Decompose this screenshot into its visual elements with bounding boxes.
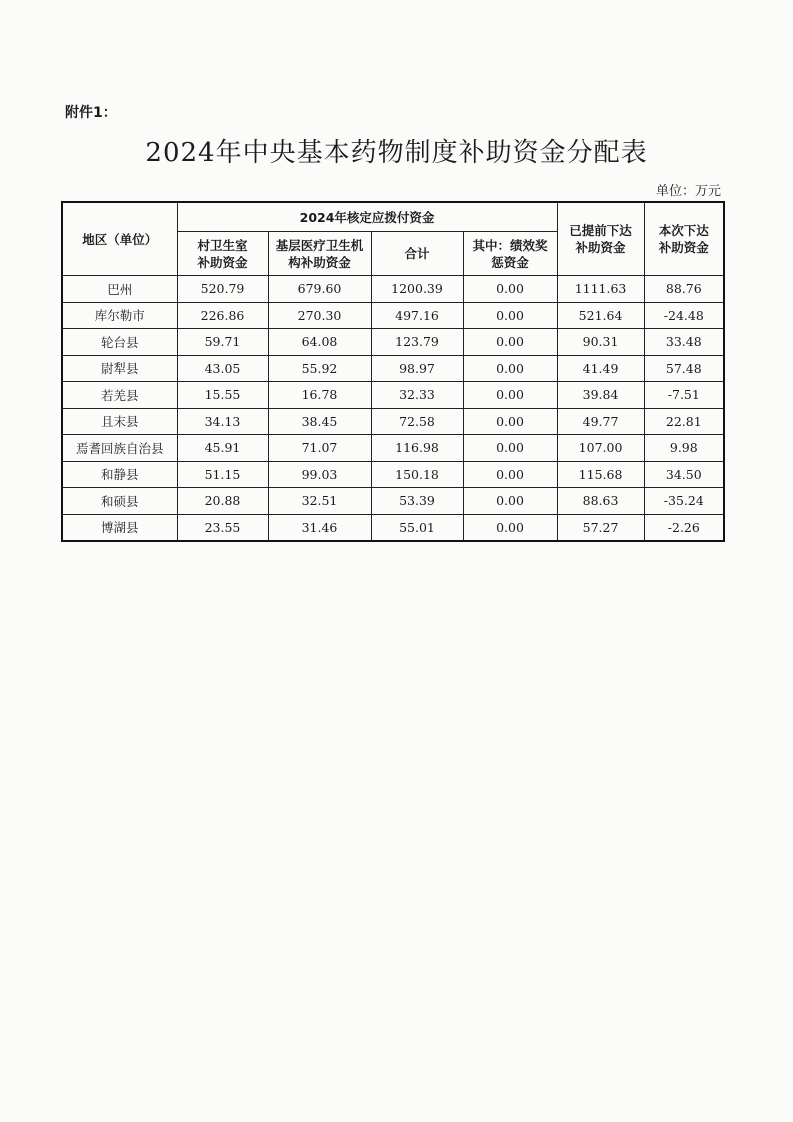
cell-region: 且末县: [62, 408, 177, 435]
cell-current: -24.48: [644, 302, 724, 329]
header-performance-text: 其中：绩效奖惩资金: [472, 237, 548, 270]
page-title: 2024年中央基本药物制度补助资金分配表: [145, 138, 648, 168]
cell-region: 焉耆回族自治县: [62, 435, 177, 462]
cell-current: -7.51: [644, 382, 724, 409]
cell-current: -35.24: [644, 488, 724, 515]
cell-region: 巴州: [62, 276, 177, 303]
header-group: 2024年核定应拨付资金: [177, 202, 557, 232]
attachment-label: 附件1：: [65, 105, 117, 121]
cell-performance: 0.00: [463, 302, 557, 329]
cell-advance: 41.49: [557, 355, 644, 382]
table-row: [62, 408, 724, 435]
cell-current: 33.48: [644, 329, 724, 356]
cell-current: 88.76: [644, 276, 724, 303]
cell-region: 和静县: [62, 461, 177, 488]
cell-total: 98.97: [371, 355, 463, 382]
cell-current: 57.48: [644, 355, 724, 382]
cell-village: 43.05: [177, 355, 268, 382]
cell-village: 34.13: [177, 408, 268, 435]
cell-total: 32.33: [371, 382, 463, 409]
table-row: [62, 276, 724, 303]
cell-performance: 0.00: [463, 435, 557, 462]
header-grassroots-text: 基层医疗卫生机构补助资金: [275, 237, 364, 270]
cell-total: 55.01: [371, 514, 463, 541]
cell-grassroots: 270.30: [268, 302, 371, 329]
table-row: [62, 382, 724, 409]
cell-total: 72.58: [371, 408, 463, 435]
header-grassroots: [268, 232, 371, 276]
cell-village: 15.55: [177, 382, 268, 409]
cell-performance: 0.00: [463, 461, 557, 488]
cell-grassroots: 32.51: [268, 488, 371, 515]
cell-advance: 49.77: [557, 408, 644, 435]
cell-total: 53.39: [371, 488, 463, 515]
cell-grassroots: 16.78: [268, 382, 371, 409]
cell-performance: 0.00: [463, 329, 557, 356]
table-row: [62, 488, 724, 515]
table-row: [62, 514, 724, 541]
header-advance-text: 已提前下达补助资金: [569, 223, 632, 255]
cell-grassroots: 679.60: [268, 276, 371, 303]
cell-total: 1200.39: [371, 276, 463, 303]
header-total: 合计: [371, 232, 463, 276]
cell-village: 20.88: [177, 488, 268, 515]
cell-total: 123.79: [371, 329, 463, 356]
cell-total: 150.18: [371, 461, 463, 488]
cell-advance: 88.63: [557, 488, 644, 515]
header-region: 地区（单位）: [62, 202, 177, 276]
cell-advance: 521.64: [557, 302, 644, 329]
cell-current: 22.81: [644, 408, 724, 435]
cell-performance: 0.00: [463, 382, 557, 409]
cell-village: 226.86: [177, 302, 268, 329]
cell-village: 23.55: [177, 514, 268, 541]
cell-advance: 1111.63: [557, 276, 644, 303]
cell-current: -2.26: [644, 514, 724, 541]
cell-grassroots: 64.08: [268, 329, 371, 356]
cell-region: 轮台县: [62, 329, 177, 356]
cell-current: 34.50: [644, 461, 724, 488]
cell-region: 若羌县: [62, 382, 177, 409]
header-performance: [463, 232, 557, 276]
cell-performance: 0.00: [463, 355, 557, 382]
cell-village: 59.71: [177, 329, 268, 356]
cell-advance: 107.00: [557, 435, 644, 462]
cell-village: 45.91: [177, 435, 268, 462]
cell-current: 9.98: [644, 435, 724, 462]
cell-performance: 0.00: [463, 488, 557, 515]
header-current: [644, 202, 724, 276]
cell-performance: 0.00: [463, 276, 557, 303]
table-row: [62, 435, 724, 462]
cell-region: 博湖县: [62, 514, 177, 541]
header-advance: [557, 202, 644, 276]
cell-village: 520.79: [177, 276, 268, 303]
cell-advance: 39.84: [557, 382, 644, 409]
cell-grassroots: 31.46: [268, 514, 371, 541]
cell-region: 尉犁县: [62, 355, 177, 382]
allocation-table: [61, 201, 725, 542]
cell-performance: 0.00: [463, 408, 557, 435]
cell-grassroots: 71.07: [268, 435, 371, 462]
cell-performance: 0.00: [463, 514, 557, 541]
table-row: [62, 461, 724, 488]
cell-grassroots: 38.45: [268, 408, 371, 435]
cell-region: 和硕县: [62, 488, 177, 515]
cell-grassroots: 55.92: [268, 355, 371, 382]
cell-advance: 115.68: [557, 461, 644, 488]
cell-advance: 90.31: [557, 329, 644, 356]
header-village: [177, 232, 268, 276]
header-current-text: 本次下达补助资金: [658, 223, 709, 255]
cell-grassroots: 99.03: [268, 461, 371, 488]
cell-village: 51.15: [177, 461, 268, 488]
table-row: [62, 355, 724, 382]
cell-region: 库尔勒市: [62, 302, 177, 329]
header-village-text: 村卫生室补助资金: [197, 237, 248, 270]
cell-total: 116.98: [371, 435, 463, 462]
unit-label: 单位：万元: [655, 184, 721, 199]
cell-total: 497.16: [371, 302, 463, 329]
cell-advance: 57.27: [557, 514, 644, 541]
table-row: [62, 329, 724, 356]
table-row: [62, 302, 724, 329]
